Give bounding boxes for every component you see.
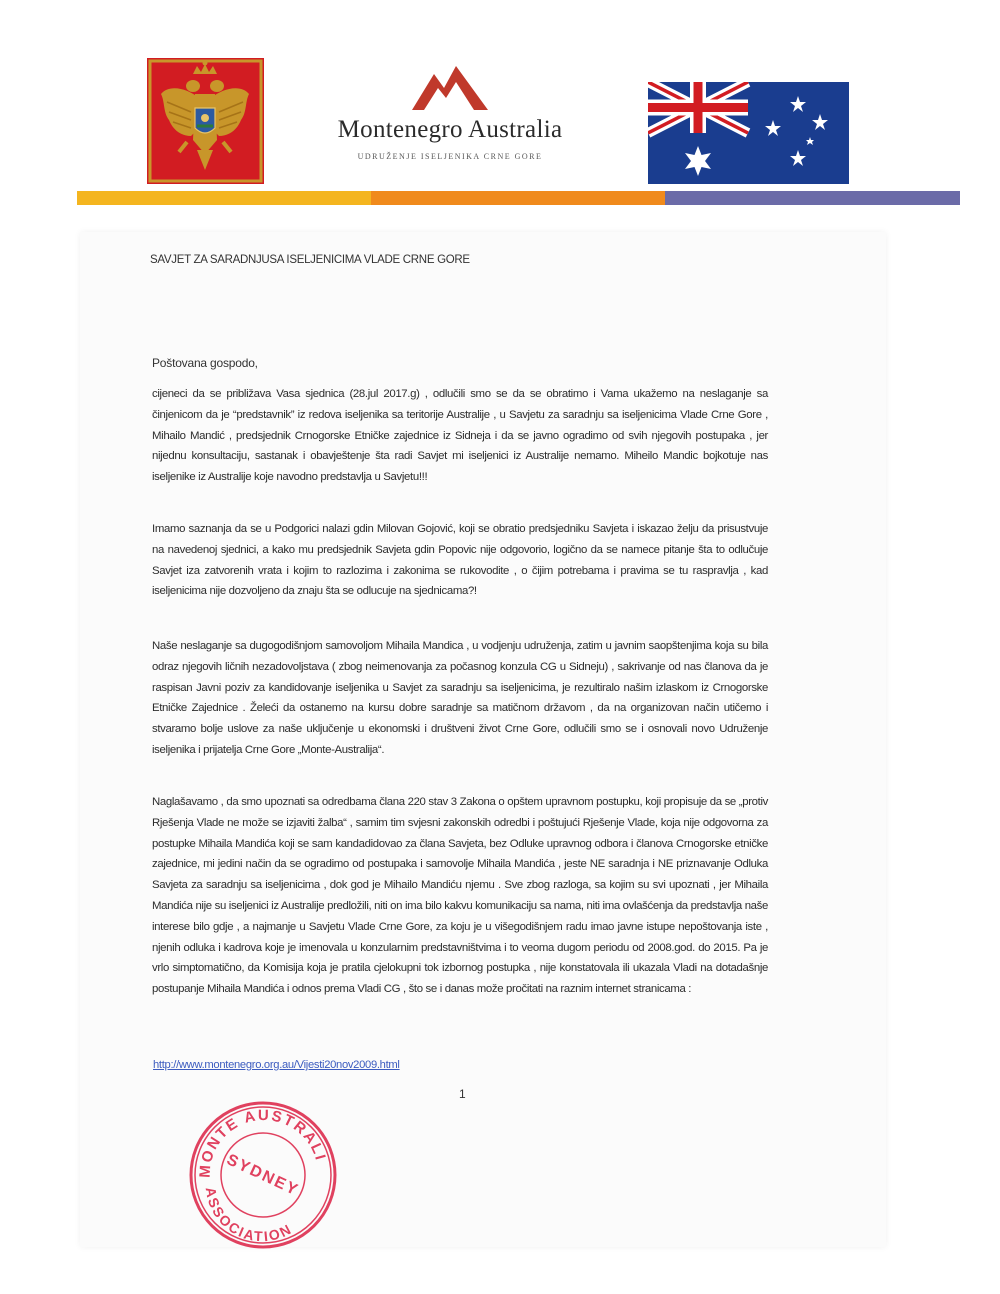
montenegro-flag <box>147 58 264 184</box>
stamp-seal-icon <box>188 1100 338 1250</box>
page-number: 1 <box>459 1087 466 1101</box>
stamp-top-text: MONTE AUSTRALI <box>196 1106 330 1179</box>
letter-paragraph-4: Naglašavamo , da smo upoznati sa odredbama člana 220 stav 3 Zakona o opštem upravnom postupku, koji propisuje da se „protiv Rješenja Vlade ne može se izjaviti žalba“ , samim tim svjesni zakonskih odredbi i poštujući Rješenje Vlade, koja nije odgovorna za postupke Mihaila Mandića koji se sam kandadidovao za člana Savjeta, bez Odluke upravnog odbora i članova Crnogorske etničke zajednice, mi jedini način da se ogradimo od postupaka i samovolje Mihaila Mandića , jeste NE saradnja i NE priznavanje Odluka Savjeta za saradnju sa iseljenicima , dok god je Mihailo Mandiću njemu . Sve zbog razloga, sa kojim su svi upoznati , jer Mihaila Mandića nije su iseljenici iz Australije predložili, niti on ima bilo kakvu komunikaciju sa nama, niti ima ovlašćenja da predstavlja naše interese bilo gdje , a najmanje u Savjetu Vlade Crne Gore, za koju je u višegodišnjem radu imao javne istupe nepoštovanja iste , njenih odluka i kadrova koje je imenovala u konzularnim predstavništvima i to veoma dugom periodu od 2008.god. do 2015. Pa je vrlo simptomatično, da Komisija koja je pratila cjelokupni tok izbornog postupka , nije konstatovala ili ukazala Vladi na dotadašnje postupanje Mihaila Mandića i odnos prema Vladi CG , što se i danas može pročitati na raznim internet stranicama : <box>152 796 768 996</box>
australia-flag-icon <box>648 82 849 184</box>
logo-subtitle: UDRUŽENJE ISELJENIKA CRNE GORE <box>357 152 543 161</box>
news-link[interactable]: http://www.montenegro.org.au/Vijesti20nov2009.html <box>153 1059 400 1071</box>
letter-heading: SAVJET ZA SARADNJUSA ISELJENICIMA VLADE CRNE GORE <box>150 254 470 266</box>
letter-paragraph-1: cijeneci da se približava Vasa sjednica (28.jul 2017.g) , odlučili smo se da se obratimo i Vama ukažemo na neslaganje sa činjenicom da je “predstavnik” iz redova iseljenika sa teritorije Australije , u Savjetu za saradnju sa iseljenicima Vlade Crne Gore , Mihailo Mandić , predsjednik Crnogorske Etničke zajednice iz Sidneja i da se javno ogradimo od svih njegovih postupaka , jer nijednu konsultaciju, sastanak i obavještenje šta radi Savjet mi iseljenici iz Australije nemamo. Miheilo Mandic bojkotuje nas iseljenike iz Australije koje navodno predstavlja u Savjetu!!! <box>152 388 768 484</box>
montenegro-australia-logo <box>300 60 600 170</box>
montenegro-eagle-icon <box>147 58 264 184</box>
bar-purple-segment <box>665 191 960 205</box>
header-color-bar <box>77 191 960 205</box>
letter-paragraph-2: Imamo saznanja da se u Podgorici nalazi gdin Milovan Gojović, koji se obratio predsjedniku Savjeta i iskazao želju da prisustvuje na navedenoj sjednici, a kako mu predsjednik Savjeta gdin Popovic nije odgovorio, logično da se namece pitanje šta to odlučuje Savjet iza zatvorenih vrata i kojim to razlozima i zakonima se rukovodite , o čijim potrebama i pravima se tu raspravlja , kad iseljenicima nije dozvoljeno da znaju šta se odlucuje na sjednicama?! <box>152 523 768 598</box>
australia-flag <box>648 82 849 184</box>
bar-yellow-segment <box>77 191 371 205</box>
logo-name: Montenegro Australia <box>337 116 563 143</box>
stamp-center-text: SYDNEY <box>223 1151 302 1200</box>
mountains-logo-icon <box>410 60 490 112</box>
letter-salutation: Poštovana gospodo, <box>152 356 258 370</box>
stamp-bottom-text: ASSOCIATION <box>202 1185 295 1245</box>
letter-paragraph-3: Naše neslaganje sa dugogodišnjom samovoljom Mihaila Mandica , u vodjenju udruženja, zatim u javnim saopštenjima koja su bila odraz njegovih ličnih nezadovoljstava ( zbog neimenovanja za počasnog konzula CG u Sidneju) , sakrivanje od nas članova da je raspisan Javni poziv za kandidovanje iseljenika u Savjet za saradnju sa iseljenicima, je rezultiralo našim izlaskom iz Crnogorske Etničke Zajednice . Želeći da ostanemo na kursu dobre saradnje sa matičnom državom , da na organizovan način utičemo i stvaramo bolje uslove za naše uključenje u ekonomski i društveni život Crne Gore, odlučili smo se i osnovali novo Udruženje iseljenika i prijatelja Crne Gore „Monte-Australija“. <box>152 640 768 756</box>
association-stamp <box>188 1100 338 1250</box>
bar-orange-segment <box>371 191 665 205</box>
